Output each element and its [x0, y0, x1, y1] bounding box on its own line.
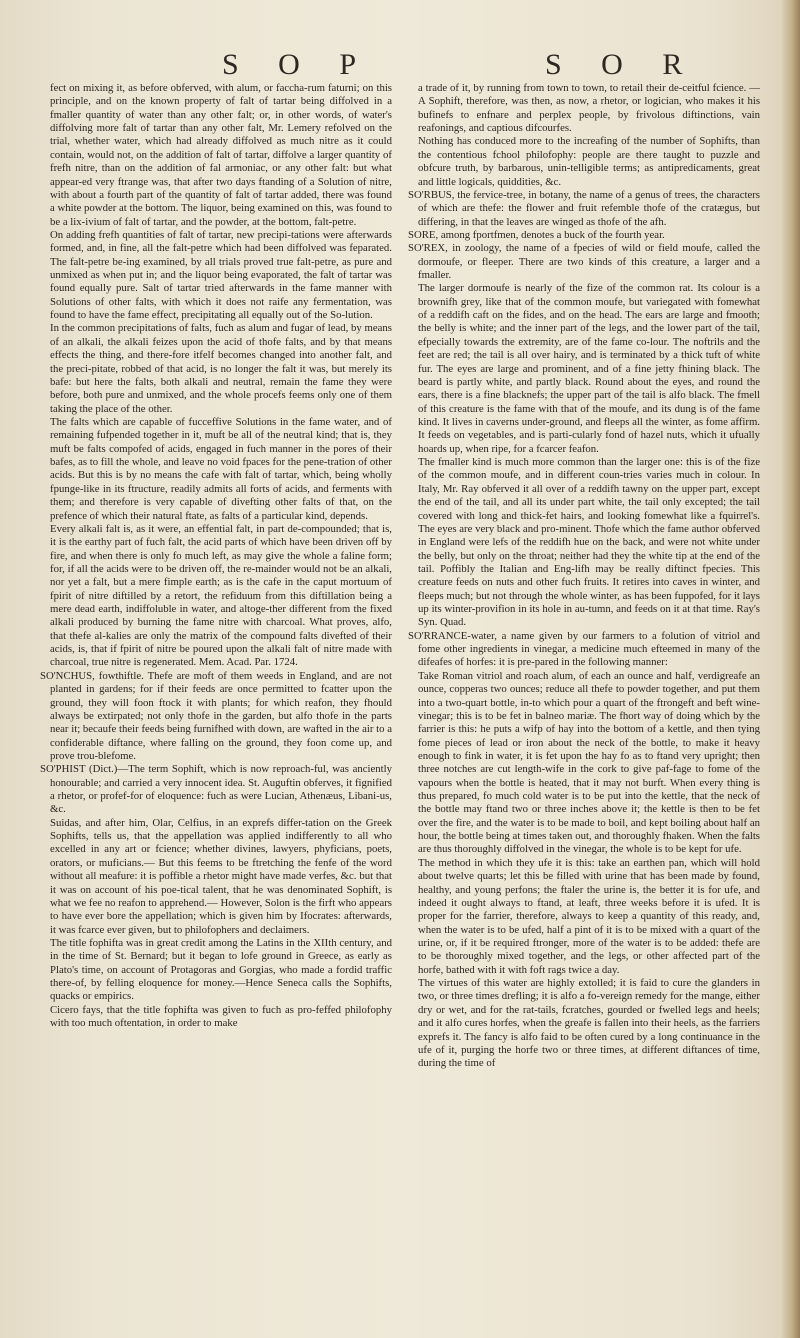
running-head-right: S O R: [545, 48, 699, 81]
paragraph: Every alkali falt is, as it were, an effential falt, in part de-compounded; that is, it is the earthy part of fuch falt, the acid parts of which have been driven off by fire, and when there is only fo much left, as may give the whole a faline form; for, if all the acids were to be driven off, the re-mainder would not be an alkali, nor yet a falt, but a mere fimple earth; as is the cafe in the caput mortuum of fpirit of nitre diftilled by a retort, the refiduum from this diftillation being a mere dead earth, indiffoluble in water, and altoge-ther different from the fixed alkali produced by burning the fame nitre with charcoal. What proves, alfo, that thefe al-kalies are only the matrix of the compound falts divefted of their acids, is, that if fpirit of nitre be poured upon the alkali falt of nitre made with charcoal, true nitre is regenerated. Mem. Acad. Par. 1724.: [50, 522, 392, 669]
paragraph: In the common precipitations of falts, fuch as alum and fugar of lead, by means of an alkali, the alkali feizes upon the acid of thofe falts, and by that means effects the thing, and there-fore itfelf becomes changed into another falt, and the preci-pitate, robbed of that acid, is no longer the falt it was, but merely its bafe: but here the falts, both alkali and neutral, remain the fame they were before, both pure and unmixed, and the whole procefs feems only one of them taking the place of the other.: [50, 322, 392, 415]
paragraph: The falts which are capable of fucceffive Solutions in the fame water, and of remaining fufpended together in it, muft be all of the neutral kind; that is, they muft be falts compofed of acids, engaged in fuch manner in the pores of their bafes, as to fill the whole, and leave no void fpaces for the pene-tration of other acids. But this is by no means the cafe with falt of tartar, which, being wholly fpunge-like in its ftructure, readily admits all forts of acids, and ferments with them; and therefore is very capable of divefting other falts of that, on the prefence of which their natural ftate, as falts of a particular kind, depends.: [50, 415, 392, 522]
paragraph: Suidas, and after him, Olar, Celfius, in an exprefs differ-tation on the Greek Sophifts, tells us, that the appellation was applied indifferently to all who excelled in any art or fcience; whether divines, lawyers, phyficians, poets, orators, or muficians.— But this feems to be ftretching the fenfe of the word without all meafure: it is poffible a rhetor might have made verfes, &c. but that it was on account of his poe-tical talent, that he was denominated Sophift, is what we fee no reafon to apprehend.— However, Solon is the firft who appears to have ever bore the appellation; which is given him by Ifocrates: afterwards, it was fcarce ever given, but to philofophers and declaimers.: [50, 816, 392, 936]
left-column: [40, 82, 392, 1031]
paragraph: SO'RRANCE-water, a name given by our farmers to a folution of vitriol and fome other ingredients in vinegar, a medicine much efteemed in many of the difeafes of horfes: it is pre-pared in the following manner:: [408, 629, 760, 669]
paragraph: SO'RBUS, the fervice-tree, in botany, the name of a genus of trees, the characters of which are thefe: the flower and fruit refemble thofe of the cratægus, but differing, in that the leaves are winged as thofe of the afh.: [408, 188, 760, 228]
paragraph: The larger dormoufe is nearly of the fize of the common rat. Its colour is a brownifh grey, like that of the common moufe, but variegated with fomewhat of a reddifh caft on the fides, and on the head. The ears are large and fmooth; the belly is white; and the inner part of the legs, and the lower part of the tail, efpecially towards the extremity, are of the fame co-lour. The noftrils and the feet are red; the tail is all over hairy, and is terminated by a thick tuft of white fur. The eyes are large and prominent, and of a fine jetty fhining black. The beard is partly white, and partly black. Round about the eyes, and round the ears, there is a fine blacknefs; the upper part of the tail is alfo black. The fmell of this creature is the fame with that of the moufe, and its dung is of the fame kind. It lives in caverns under-ground, and fleeps all the winter, as fome affirm. It feeds on vegetables, and is parti-cularly fond of hazel nuts, which it ufually hoards up, when ripe, for a fcarcer feafon.: [418, 282, 760, 455]
paragraph: The virtues of this water are highly extolled; it is faid to cure the glanders in two, or three times drefling; it is alfo a fo-vereign remedy for the mange, either dry or wet, and for the rat-tails, fcratches, gourded or fwelled legs and heels; and it alfo cures horfes, when the greafe is fallen into their heels, as the farriers exprefs it. The fancy is alfo faid to be often cured by a long continuance in the ufe of it, purging the horfe two or three times, at different diftances of time, during the time of: [418, 977, 760, 1070]
paragraph: a trade of it, by running from town to town, to retail their de-ceitful fcience. — A Sophift, therefore, was then, as now, a rhetor, or logician, who makes it his bufinefs to enfnare and perplex people, by frivolous diftinctions, vain reafonings, and captious difcourfes.: [418, 82, 760, 135]
paragraph: SO'PHIST (Dict.)—The term Sophift, which is now reproach-ful, was anciently honourable; and carried a very innocent idea. St. Auguftin obferves, it fignified a rhetor, or profef-for of eloquence: fuch as were Lucian, Athenæus, Libani-us, &c.: [40, 763, 392, 816]
paragraph: SO'NCHUS, fowthiftle. Thefe are moft of them weeds in England, and are not planted in gardens; for if their feeds are once permitted to fcatter upon the ground, they will foon ftock it with plants; for which reafon, they fhould always be extirpated; not only thofe in the garden, but alfo thofe in the parts near it; becaufe their feeds being furnifhed with down, are wafted in the air to a confiderable diftance, where falling on the ground, they foon come up, and prove trou-blefome.: [40, 669, 392, 762]
paragraph: Nothing has conduced more to the increafing of the number of Sophifts, than the contentious fchool philofophy: people are there taught to puzzle and obfcure truth, by barbarous, unin-telligible terms; as antipredicaments, great and little logicals, quiddities, &c.: [418, 135, 760, 188]
paragraph: Cicero fays, that the title fophifta was given to fuch as pro-feffed philofophy with too much oftentation, in order to make: [50, 1003, 392, 1030]
right-column: [408, 82, 760, 1071]
running-head-left: S O P: [222, 48, 373, 81]
paragraph: The title fophifta was in great credit among the Latins in the XIIth century, and in the time of St. Bernard; but it began to lofe ground in Greece, as early as Plato's time, on account of Protagoras and Gorgias, who made a fordid traffic there-of, by felling eloquence for money.—Hence Seneca calls the Sophifts, quacks or empirics.: [50, 937, 392, 1003]
paragraph: fect on mixing it, as before obferved, with alum, or faccha-rum faturni; on this principle, and on the known property of falt of tartar being diffolved in a fmaller quantity of water than any other falt; or, in other words, of water's diffolving more falt of tartar than any other falt, Mr. Lemery refolved on the trial, whether water, which had already diffolved as much nitre as it could contain, would not, on the addition of falt of tartar, diffolve a larger quantity of frefh nitre, than on the addition of fal armoniac, or any other falt: but what appear-ed very ftrange was, that after two days ftanding of a Solution of nitre, with about a fourth part of the quantity of falt of tartar added, there was found a white powder at the bottom. The liquor, being examined on this, was found to be a lix-ivium of falt of tartar, and the powder, at the bottom, falt-petre.: [50, 82, 392, 228]
paragraph: The method in which they ufe it is this: take an earthen pan, which will hold about twelve quarts; let this be filled with urine that has been made by found, healthy, and young perfons; the ftaler the urine is, the better it is for ufe, and indeed it ought always to ftand, at leaft, three weeks before it is ufed. It is proper for the farrier, therefore, always to keep a quantity of this ready, and, when the water is to be ufed, half a pint of it is to be mixed with a quart of the urine, or, if it be required ftronger, more of the water is to be added: thefe are to be thoroughly mixed together, and the legs, or other affected part of the horfe, bathed with it with foft rags twice a day.: [418, 856, 760, 976]
paragraph: The fmaller kind is much more common than the larger one: this is of the fize of the common moufe, and in different coun-tries varies much in colour. In Italy, Mr. Ray obferved it all over of a reddifh tawny on the upper part, except the end of the tail, and all its under part white, the tail only excepted; the tail covered with long and thick-fet hairs, and looking fomewhat like a fquirrel's. The eyes are very black and pro-minent. Thofe which the fame author obferved in England were lefs of the reddifh hue on the back, and were not white under the belly, but only on the throat; neither had they the white tip at the end of the tail. Poffibly the Italian and Eng-lifh may be really diftinct fpecies. This creature feeds on nuts and other fuch fruits. It retires into caves in winter, and fleeps much; but not through the whole winter, as has been fuppofed, for it lays up its winter-provifion in its hole in au-tumn, and feeds on it at that time. Ray's Syn. Quad.: [418, 456, 760, 629]
paragraph: Take Roman vitriol and roach alum, of each an ounce and half, verdigreafe an ounce, copperas two ounces; reduce all thefe to powder together, and put them into a two-quart bottle, in-to which pour a quart of the ftrongeft and beft wine-vinegar; this is to be fet in balneo mariæ. The fhort way of doing which by the farrier is this: he puts a wifp of hay into the bottom of a kettle, and then tying fome pieces of lead or iron about the neck of the bottle, to make it heavy enough to fink in water, it is fet upon the hay fo as to ftand very upright; then three notches are cut length-wife in the cork to give paf-fage to fome of the vapours when the bottle is heated, that it may not burft. When every thing is thus prepared, fo much cold water is to be put into the kettle, that the neck of the bottle may ftand two or three inches above it; the kettle is then to be fet over the fire, and the water is to be made to boil, and kept boiling about half an hour, the bottle being at times taken out, and thoroughly fhaken. When the falts are thus thoroughly diffolved in the vinegar, the whole is to be kept for ufe.: [418, 669, 760, 856]
paragraph: SO'REX, in zoology, the name of a fpecies of wild or field moufe, called the dormoufe, or fleeper. There are two kinds of this creature, a larger and a fmaller.: [408, 242, 760, 282]
page-edge-shadow: [780, 0, 800, 1338]
paragraph: SORE, among fportfmen, denotes a buck of the fourth year.: [408, 228, 665, 241]
paragraph: On adding frefh quantities of falt of tartar, new precipi-tations were afterwards formed, and, in fine, all the falt-petre which had been diffolved was feparated. The falt-petre be-ing examined, by all trials proved true falt-petre, as pure and unmixed as when put in; and the liquor being evaporated, the falt of tartar was found equally pure. Salt of tartar tried afterwards in the fame manner with Solutions of other falts, with which it does not raife any fermentation, was found to have the fame effect, precipitating all equally out of the So-lution.: [50, 228, 392, 322]
